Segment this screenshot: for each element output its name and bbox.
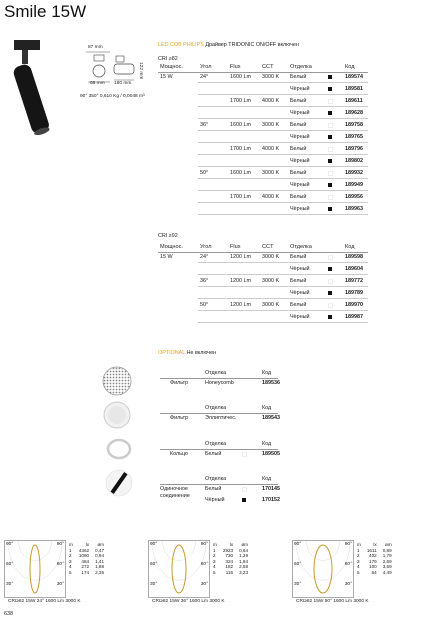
angle-label-right: 30°	[344, 582, 352, 587]
cell-c: 3000 K	[262, 254, 280, 260]
photometric-cell: 2,58	[239, 564, 249, 570]
cell-fin: Чёрный	[290, 158, 310, 164]
photometric-caption: CRI≥82 15W 24° 1600 Lm 3000 K	[8, 599, 81, 604]
row-divider	[198, 286, 368, 287]
photometric-cell: 3,23	[239, 569, 249, 575]
finish-swatch	[328, 291, 332, 295]
row-divider	[198, 118, 368, 119]
photometric-row	[356, 570, 393, 576]
polar-curve	[5, 541, 65, 597]
photometric-cell: øm	[241, 542, 249, 547]
polar-curve	[149, 541, 209, 597]
cell-code: 189604	[345, 266, 363, 272]
acc-code: 170145	[262, 486, 280, 492]
elliptical-filter-image	[100, 398, 134, 432]
photometric-cell: 0,89	[382, 547, 392, 553]
cell-f: 1700 Lm	[230, 194, 251, 200]
cell-f: 1700 Lm	[230, 98, 251, 104]
photometric-cell: øm	[97, 542, 105, 547]
acc-finish-header: Отделка	[205, 370, 227, 376]
honeycomb-filter-image	[100, 364, 134, 398]
acc-divider	[160, 378, 278, 379]
row-divider	[198, 274, 368, 275]
row-divider	[198, 202, 368, 203]
angle-label-left: 30°	[6, 582, 14, 587]
cell-code: 189956	[345, 194, 363, 200]
photometric-cell: 1	[213, 547, 216, 553]
photometric-cell: 1,29	[239, 553, 249, 559]
finish-swatch	[328, 315, 332, 319]
cell-code: 189581	[345, 86, 363, 92]
finish-swatch	[328, 207, 332, 211]
angle-label-right: 90°	[56, 542, 64, 547]
acc-code: 189536	[262, 380, 280, 386]
photometric-cell: lx	[85, 542, 90, 547]
photometric-cell: 64	[371, 569, 377, 575]
photometric-cell: 3	[213, 558, 216, 564]
cri92-label: CRI ≥92	[158, 233, 178, 239]
cell-a: 24°	[200, 74, 209, 80]
finish-swatch	[328, 267, 332, 271]
row-divider	[198, 190, 368, 191]
header-divider	[158, 252, 368, 253]
cell-fin: Белый	[290, 194, 307, 200]
column-header: Отделка	[290, 64, 312, 70]
row-divider	[198, 106, 368, 107]
angle-label-left: 60°	[150, 562, 158, 567]
photometric-cell: 4362	[78, 547, 90, 553]
photometric-cell: 730	[225, 553, 234, 559]
acc-code: 170152	[262, 497, 280, 503]
cri82-label: CRI ≥82	[158, 56, 178, 62]
cell-c: 3000 K	[262, 302, 280, 308]
photometric-cell: m	[69, 542, 73, 547]
finish-swatch	[328, 135, 332, 139]
photometric-cell: 1	[69, 547, 72, 553]
photometric-cell: 2	[357, 553, 360, 559]
photometric-cell: 1090	[78, 553, 90, 559]
angle-label-left: 30°	[150, 582, 158, 587]
cell-code: 189765	[345, 134, 363, 140]
cell-code: 189970	[345, 302, 363, 308]
acc-finish: Honeycomb	[205, 380, 234, 386]
column-header: Угол	[200, 244, 212, 250]
polar-diagram	[148, 540, 210, 598]
acc-finish: Белый	[205, 451, 222, 457]
polar-diagram	[4, 540, 66, 598]
cell-fin: Чёрный	[290, 314, 310, 320]
cell-f: 1600 Lm	[230, 74, 251, 80]
acc-finish-header: Отделка	[205, 476, 227, 482]
finish-swatch	[328, 99, 333, 104]
angle-label-left: 90°	[150, 542, 158, 547]
cell-code: 189611	[345, 98, 363, 104]
photometric-cell: 2923	[222, 547, 234, 553]
cell-fin: Чёрный	[290, 206, 310, 212]
cell-fin: Чёрный	[290, 290, 310, 296]
photometric-cell: 272	[81, 564, 90, 570]
photometric-cell: øm	[385, 542, 392, 547]
photometric-cell: 182	[225, 564, 234, 570]
cell-code: 189789	[345, 290, 363, 296]
acc-divider	[160, 484, 278, 485]
photometric-cell: 0,64	[239, 547, 249, 553]
dim-180mm: 180 mm	[114, 81, 132, 86]
column-header: Flux	[230, 244, 241, 250]
driver-note: Драйвер TRIDONIC ON/OFF включен	[205, 42, 299, 48]
acc-name: Фильтр	[170, 380, 189, 386]
cell-code: 189574	[345, 74, 363, 80]
cell-code: 189628	[345, 110, 363, 116]
angle-label-right: 30°	[56, 582, 64, 587]
photometric-cell: 174	[81, 569, 90, 575]
cell-code: 189932	[345, 170, 363, 176]
cell-p: 15 W	[160, 74, 173, 80]
angle-label-right: 60°	[200, 562, 208, 567]
photometric-cell: 4,49	[382, 569, 392, 575]
cell-code: 189963	[345, 206, 363, 212]
row-divider	[198, 214, 368, 215]
angle-label-right: 60°	[56, 562, 64, 567]
cell-a: 36°	[200, 278, 209, 284]
photometric-table	[356, 542, 393, 576]
row-divider	[198, 310, 368, 311]
photometric-cell: 2,35	[95, 569, 105, 575]
finish-swatch	[328, 87, 332, 91]
acc-code-header: Код	[262, 476, 272, 482]
row-divider	[198, 322, 368, 323]
finish-swatch	[242, 498, 246, 502]
light-distribution-lobe	[172, 545, 186, 593]
row-divider	[198, 82, 368, 83]
cell-code: 189772	[345, 278, 363, 284]
connector-image	[104, 468, 134, 498]
photometric-cell: 2	[213, 553, 216, 559]
acc-code: 189543	[262, 415, 280, 421]
angle-label-left: 30°	[294, 582, 302, 587]
finish-swatch	[328, 303, 333, 308]
acc-finish-header: Отделка	[205, 441, 227, 447]
photometric-cell: m	[357, 542, 361, 547]
acc-divider	[160, 413, 278, 414]
finish-swatch	[328, 159, 332, 163]
angle-label-left: 60°	[6, 562, 14, 567]
photometric-cell: 402	[369, 553, 377, 559]
angles-weight: 90° 350° 0,610 Kg / 0,0048 m³	[80, 94, 145, 99]
photometric-cell: 1,79	[382, 553, 392, 559]
photometric-cell: 2,69	[382, 558, 392, 564]
cell-fin: Чёрный	[290, 266, 310, 272]
photometric-table	[212, 542, 249, 576]
finish-swatch	[328, 279, 333, 284]
photometric-cell: 1	[357, 547, 360, 553]
cell-fin: Чёрный	[290, 110, 310, 116]
acc-divider	[160, 449, 278, 450]
cell-f: 1200 Lm	[230, 278, 251, 284]
angle-label-right: 90°	[344, 542, 352, 547]
acc-finish: Эллиптичес.	[205, 415, 237, 421]
column-header: CCT	[262, 64, 274, 70]
column-header: Flux	[230, 64, 241, 70]
photometric-cell: lx	[229, 542, 234, 547]
dim-66mm: 66 mm	[90, 81, 105, 86]
cell-fin: Белый	[290, 278, 307, 284]
photometric-cell: 4	[69, 564, 72, 570]
led-source: LED COB PHILIPS	[158, 42, 204, 48]
cell-f: 1200 Lm	[230, 254, 251, 260]
finish-swatch	[328, 147, 333, 152]
photometric-cell: m	[213, 542, 217, 547]
light-distribution-lobe	[30, 545, 40, 593]
column-header: Угол	[200, 64, 212, 70]
row-divider	[198, 178, 368, 179]
cell-a: 50°	[200, 170, 209, 176]
photometric-cell: 3,59	[382, 564, 392, 570]
light-distribution-lobe	[314, 545, 332, 593]
photometric-cell: 0,47	[95, 547, 105, 553]
photometric-caption: CRI≥82 15W 50° 1600 Lm 3000 K	[296, 599, 369, 604]
photometric-cell: 5	[69, 569, 72, 575]
cell-code: 189598	[345, 254, 363, 260]
angle-label-right: 90°	[200, 542, 208, 547]
photometric-cell: 1,41	[95, 558, 105, 564]
optional-sub: Не включен	[186, 350, 217, 356]
finish-swatch	[328, 111, 332, 115]
cell-c: 3000 K	[262, 122, 280, 128]
photometric-cell: 2	[69, 553, 72, 559]
finish-swatch	[328, 195, 333, 200]
cell-fin: Белый	[290, 254, 307, 260]
acc-code-header: Код	[262, 405, 272, 411]
cell-c: 4000 K	[262, 98, 280, 104]
photometric-cell: 5	[357, 569, 360, 575]
row-divider	[198, 154, 368, 155]
photometric-cell: 116	[225, 569, 234, 575]
finish-swatch	[328, 75, 332, 79]
cell-code: 189987	[345, 314, 363, 320]
cell-c: 4000 K	[262, 194, 280, 200]
cell-fin: Белый	[290, 170, 307, 176]
finish-swatch	[328, 255, 333, 260]
cell-f: 1200 Lm	[230, 302, 251, 308]
cell-f: 1600 Lm	[230, 170, 251, 176]
row-divider	[198, 262, 368, 263]
cell-p: 15 W	[160, 254, 173, 260]
cell-c: 3000 K	[262, 74, 280, 80]
photometric-cell: 1,94	[239, 558, 249, 564]
row-divider	[198, 130, 368, 131]
photometric-cell: 100	[369, 564, 377, 570]
ring-image	[104, 434, 134, 464]
cell-fin: Чёрный	[290, 182, 310, 188]
angle-label-right: 60°	[344, 562, 352, 567]
photometric-cell: 1,88	[95, 564, 105, 570]
acc-finish: Белый	[205, 486, 222, 492]
row-divider	[198, 298, 368, 299]
page-number: 638	[4, 611, 13, 617]
finish-swatch	[328, 171, 333, 176]
cell-a: 50°	[200, 302, 209, 308]
cell-code: 189796	[345, 146, 363, 152]
angle-label-right: 30°	[200, 582, 208, 587]
column-header: Мощнос.	[160, 244, 183, 250]
cell-fin: Чёрный	[290, 134, 310, 140]
photometric-cell: 3	[69, 558, 72, 564]
photometric-table	[68, 542, 105, 576]
column-header: CCT	[262, 244, 274, 250]
photometric-cell: lx	[373, 542, 377, 547]
finish-swatch	[242, 487, 247, 492]
product-spotlight-image	[6, 38, 66, 148]
cell-fin: Чёрный	[290, 86, 310, 92]
dim-122mm: 122 mm	[138, 62, 143, 80]
cell-a: 36°	[200, 122, 209, 128]
column-header: Отделка	[290, 244, 312, 250]
cell-f: 1700 Lm	[230, 146, 251, 152]
cell-c: 3000 K	[262, 278, 280, 284]
photometric-cell: 484	[81, 558, 90, 564]
row-divider	[198, 166, 368, 167]
acc-finish-header: Отделка	[205, 405, 227, 411]
photometric-cell: 324	[225, 558, 234, 564]
acc-name: Одиночное соединение	[160, 486, 190, 499]
photometric-cell: 1611	[366, 547, 377, 553]
angle-label-left: 90°	[294, 542, 302, 547]
polar-diagram	[292, 540, 354, 598]
photometric-cell: 3	[357, 558, 360, 564]
acc-name: Кольцо	[170, 451, 188, 457]
cell-fin: Белый	[290, 98, 307, 104]
optional-label: OPTIONAL	[158, 350, 186, 356]
photometric-caption: CRI≥82 15W 36° 1600 Lm 3000 K	[152, 599, 225, 604]
row-divider	[198, 94, 368, 95]
header-divider	[158, 72, 368, 73]
cell-code: 189758	[345, 122, 363, 128]
cell-code: 189949	[345, 182, 363, 188]
photometric-cell: 0,94	[95, 553, 105, 559]
optional-header	[158, 350, 216, 357]
cell-fin: Белый	[290, 302, 307, 308]
page-title: Smile 15W	[4, 2, 87, 21]
led-header	[158, 42, 299, 49]
polar-curve	[293, 541, 353, 597]
photometric-row	[68, 570, 105, 576]
cell-fin: Белый	[290, 146, 307, 152]
acc-finish: Чёрный	[205, 497, 225, 503]
photometric-row	[212, 570, 249, 576]
column-header: Код	[345, 64, 355, 70]
acc-code: 189505	[262, 451, 280, 457]
cell-c: 4000 K	[262, 146, 280, 152]
cell-fin: Белый	[290, 74, 307, 80]
acc-code-header: Код	[262, 370, 272, 376]
column-header: Мощнос.	[160, 64, 183, 70]
photometric-cell: 5	[213, 569, 216, 575]
photometric-cell: 179	[369, 558, 377, 564]
cell-a: 24°	[200, 254, 209, 260]
dim-87mm: 87 mm	[88, 45, 103, 50]
acc-name: Фильтр	[170, 415, 189, 421]
cell-c: 3000 K	[262, 170, 280, 176]
angle-label-left: 90°	[6, 542, 14, 547]
acc-code-header: Код	[262, 441, 272, 447]
photometric-cell: 4	[213, 564, 216, 570]
finish-swatch	[328, 183, 332, 187]
angle-label-left: 60°	[294, 562, 302, 567]
cell-f: 1600 Lm	[230, 122, 251, 128]
finish-swatch	[242, 452, 247, 457]
column-header: Код	[345, 244, 355, 250]
row-divider	[198, 142, 368, 143]
cell-fin: Белый	[290, 122, 307, 128]
photometric-cell: 4	[357, 564, 360, 570]
cell-code: 189802	[345, 158, 363, 164]
finish-swatch	[328, 123, 333, 128]
